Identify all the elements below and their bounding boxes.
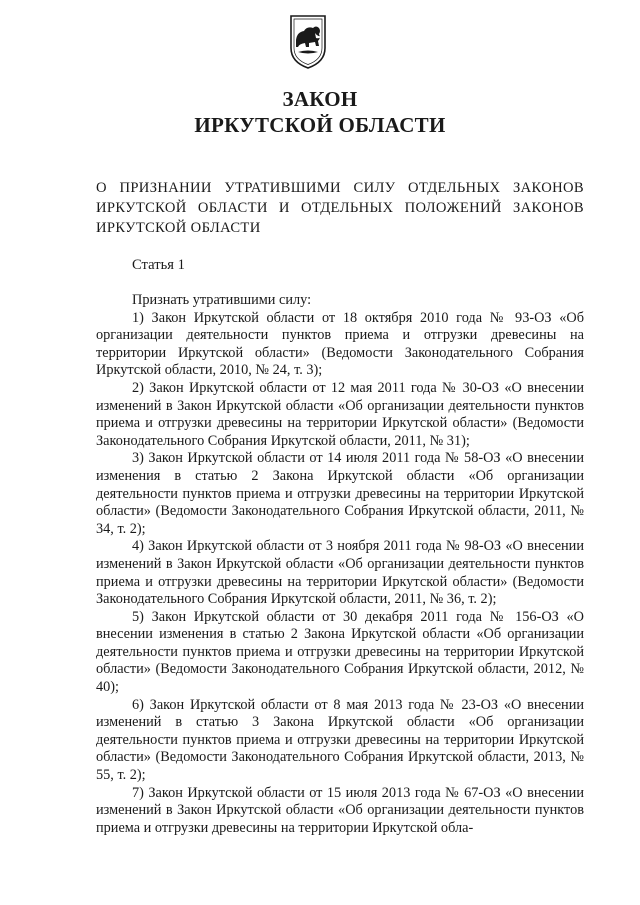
- list-item: 6) Закон Иркутской области от 8 мая 2013 года № 23-ОЗ «О внесении изменений в статью 3 Закона Иркутской области «Об организации деятельности пунктов приема и отгрузки древесины на территории Иркутской области» (Ведомости Законодательного Собрания Иркутской области, 2013, № 55, т. 2);: [96, 696, 584, 784]
- document-title: [0, 86, 640, 138]
- coat-of-arms-icon: [288, 14, 328, 70]
- article-body: [96, 292, 584, 837]
- list-item: 3) Закон Иркутской области от 14 июля 2011 года № 58-ОЗ «О внесении изменения в статью 2 Закона Иркутской области «Об организации деятельности пунктов приема и отгрузки древесины на территории Иркутской области» (Ведомости Законодательного Собрания Иркутской области, 2011, № 34, т. 2);: [96, 450, 584, 537]
- title-law: ЗАКОН: [282, 87, 358, 111]
- list-item: 1) Закон Иркутской области от 18 октября 2010 года № 93-ОЗ «Об организации деятельности пунктов приема и отгрузки древесины на территории Иркутской области» (Ведомости Законодательного Собрания Иркутской области, 2010, № 24, т. 3);: [96, 309, 584, 379]
- article-heading: Статья 1: [132, 257, 185, 273]
- article-intro: Признать утратившими силу:: [132, 292, 312, 308]
- list-item: 5) Закон Иркутской области от 30 декабря 2011 года № 156-ОЗ «О внесении изменения в статью 2 Закона Иркутской области «Об организации деятельности пунктов приема и отгрузки древесины на территории Иркутской области» (Ведомости Законодательного Собрания Иркутской области, 2012, № 40);: [96, 608, 584, 696]
- law-subject: О ПРИЗНАНИИ УТРАТИВШИМИ СИЛУ ОТДЕЛЬНЫХ ЗАКОНОВ ИРКУТСКОЙ ОБЛАСТИ И ОТДЕЛЬНЫХ ПОЛОЖЕНИЙ ЗАКОНОВ ИРКУТСКОЙ ОБЛАСТИ: [96, 180, 584, 236]
- title-region: ИРКУТСКОЙ ОБЛАСТИ: [194, 113, 446, 137]
- list-item: 4) Закон Иркутской области от 3 ноября 2011 года № 98-ОЗ «О внесении изменений в Закон Иркутской области «Об организации деятельности пунктов приема и отгрузки древесины на территории Иркутской области» (Ведомости Законодательного Собрания Иркутской области, 2011, № 36, т. 2);: [96, 538, 584, 608]
- list-item: 7) Закон Иркутской области от 15 июля 2013 года № 67-ОЗ «О внесении изменений в Закон Иркутской области «Об организации деятельности пунктов приема и отгрузки древесины на территории Иркутской обла-: [96, 784, 584, 836]
- list-item: 2) Закон Иркутской области от 12 мая 2011 года № 30-ОЗ «О внесении изменений в Закон Иркутской области «Об организации деятельности пунктов приема и отгрузки древесины на территории Иркутской области» (Ведомости Законодательного Собрания Иркутской области, 2011, № 31);: [96, 379, 584, 449]
